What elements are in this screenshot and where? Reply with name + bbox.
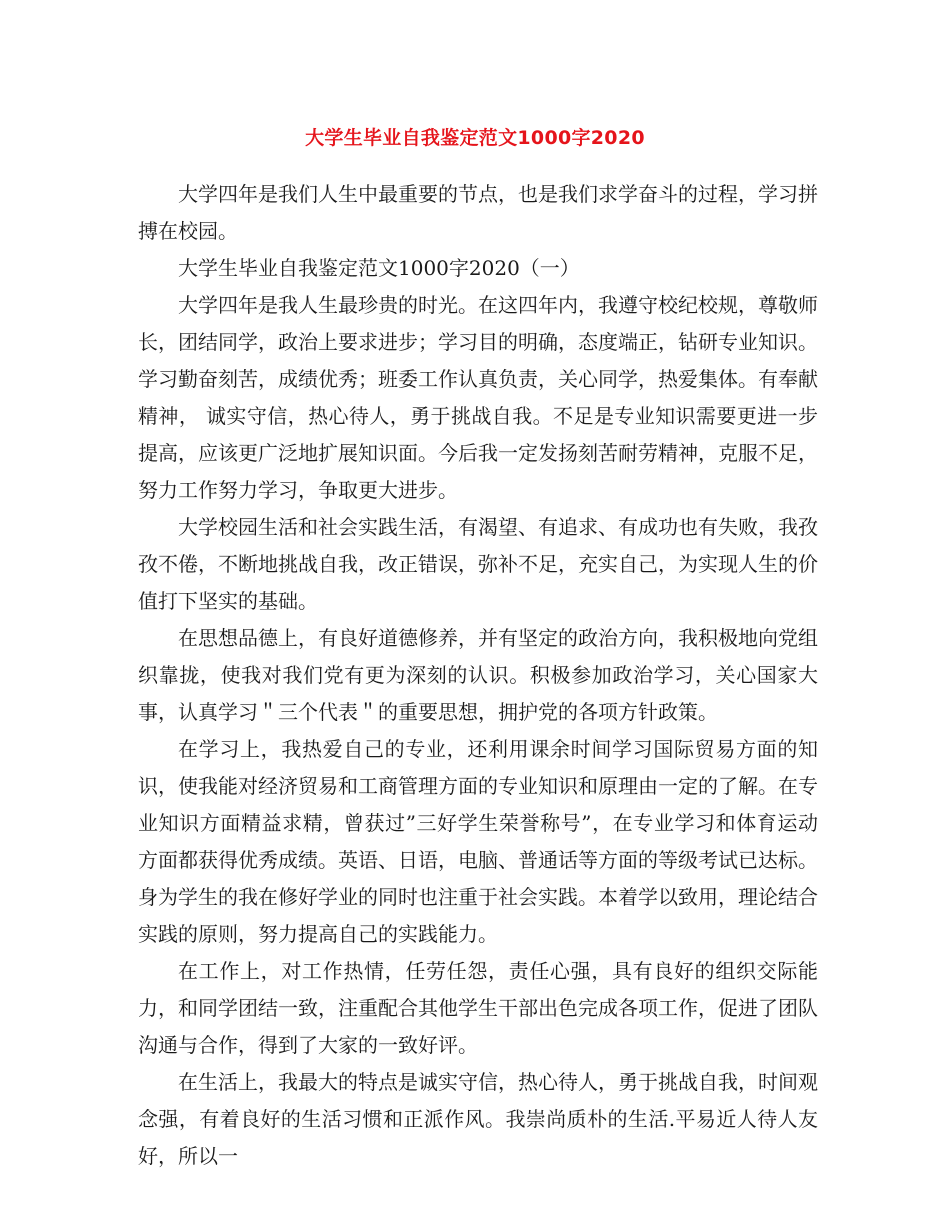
paragraph: 大学校园生活和社会实践生活，有渴望、有追求、有成功也有失败，我孜孜不倦，不断地挑战自我，改正错误，弥补不足，充实自己，为实现人生的价值打下坚实的基础。: [138, 515, 818, 613]
paragraph: 在生活上，我最大的特点是诚实守信，热心待人，勇于挑战自我，时间观念强，有着良好的生活习惯和正派作风。我崇尚质朴的生活.平易近人待人友好，所以一: [138, 1070, 818, 1168]
paragraph: 大学四年是我人生最珍贵的时光。在这四年内，我遵守校纪校规，尊敬师长，团结同学，政治上要求进步；学习目的明确，态度端正，钻研专业知识。学习勤奋刻苦，成绩优秀；班委工作认真负责，关心同学，热爱集体。有奉献精神， 诚实守信，热心待人，勇于挑战自我。不足是专业知识需要更进一步提高，应该更广泛地扩展知识面。今后我一定发扬刻苦耐劳精神，克服不足，努力工作努力学习，争取更大进步。: [138, 293, 818, 502]
document-body: [138, 176, 818, 1175]
paragraph: 在学习上，我热爱自己的专业，还利用课余时间学习国际贸易方面的知识，使我能对经济贸易和工商管理方面的专业知识和原理由一定的了解。在专业知识方面精益求精，曾获过”三好学生荣誉称号”，在专业学习和体育运动方面都获得优秀成绩。英语、日语，电脑、普通话等方面的等级考试已达标。身为学生的我在修好学业的同时也注重于社会实践。本着学以致用，理论结合实践的原则，努力提高自己的实践能力。: [138, 737, 818, 946]
paragraph-intro: 大学四年是我们人生中最重要的节点，也是我们求学奋斗的过程，学习拼搏在校园。: [138, 182, 818, 243]
paragraph: 在工作上，对工作热情，任劳任怨，责任心强，具有良好的组织交际能力，和同学团结一致，注重配合其他学生干部出色完成各项工作，促进了团队沟通与合作，得到了大家的一致好评。: [138, 959, 818, 1057]
section-heading: 大学生毕业自我鉴定范文1000字2020（一）: [178, 256, 580, 280]
paragraph: 在思想品德上，有良好道德修养，并有坚定的政治方向，我积极地向党组织靠拢，使我对我们党有更为深刻的认识。积极参加政治学习，关心国家大事，认真学习＂三个代表＂的重要思想，拥护党的各项方针政策。: [138, 626, 818, 724]
document-title: 大学生毕业自我鉴定范文1000字2020: [305, 127, 645, 149]
